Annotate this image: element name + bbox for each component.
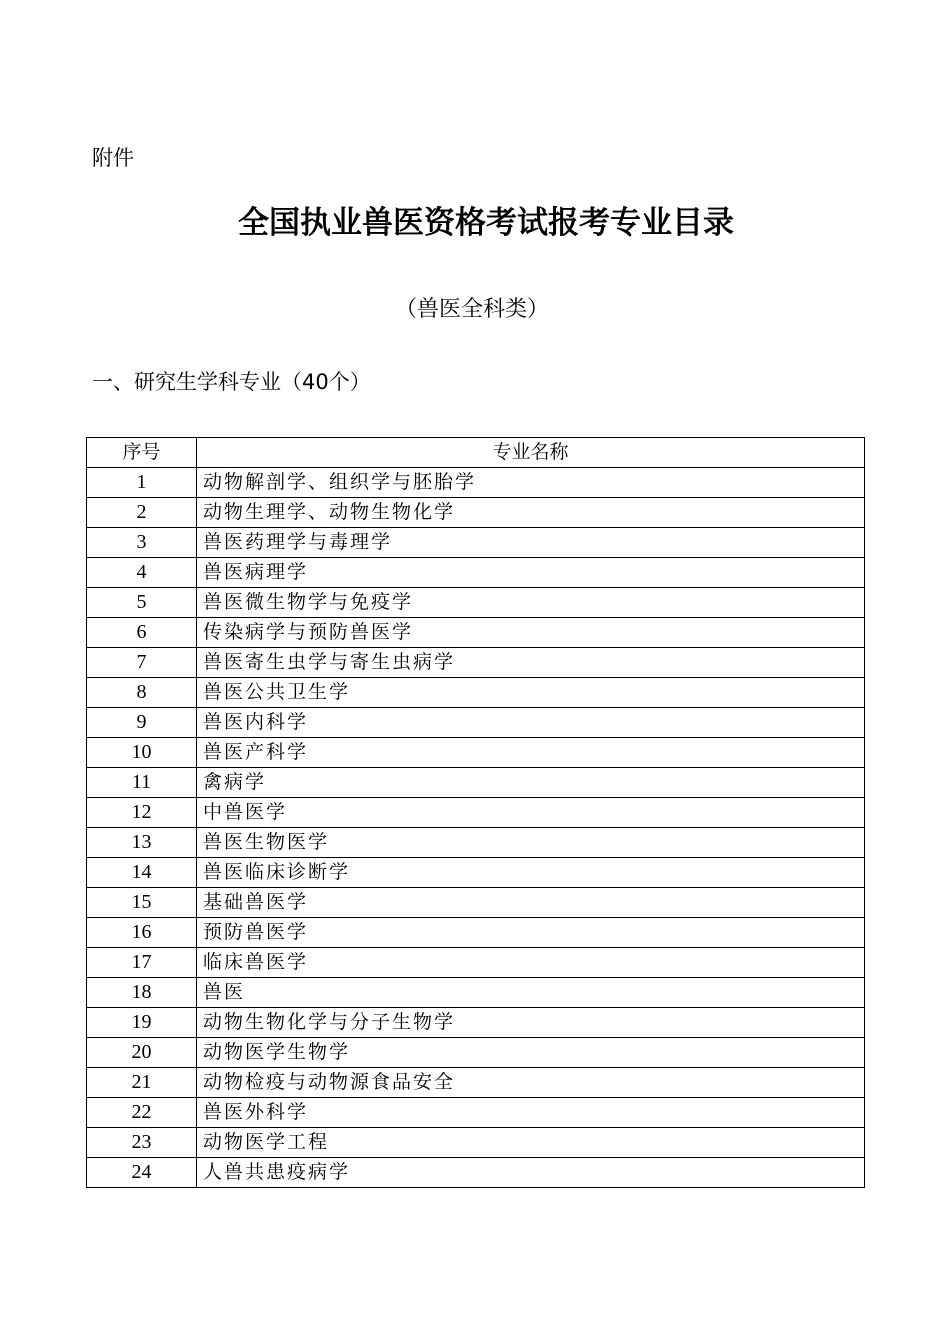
row-major-name: 中兽医学	[197, 798, 865, 828]
table-row	[87, 648, 865, 678]
row-number: 12	[87, 798, 197, 828]
row-major-name: 兽医外科学	[197, 1098, 865, 1128]
row-major-name: 基础兽医学	[197, 888, 865, 918]
table-row	[87, 1038, 865, 1068]
row-number: 24	[87, 1158, 197, 1188]
header-number: 序号	[87, 438, 197, 468]
table-row	[87, 498, 865, 528]
table-row	[87, 1128, 865, 1158]
table-row	[87, 528, 865, 558]
table-row	[87, 948, 865, 978]
table-row	[87, 888, 865, 918]
table-row	[87, 1158, 865, 1188]
row-number: 5	[87, 588, 197, 618]
row-major-name: 临床兽医学	[197, 948, 865, 978]
row-major-name: 动物生理学、动物生物化学	[197, 498, 865, 528]
row-number: 21	[87, 1068, 197, 1098]
row-number: 15	[87, 888, 197, 918]
row-major-name: 兽医药理学与毒理学	[197, 528, 865, 558]
row-number: 16	[87, 918, 197, 948]
row-major-name: 动物医学工程	[197, 1128, 865, 1158]
row-major-name: 预防兽医学	[197, 918, 865, 948]
section-heading: 一、研究生学科专业（40个）	[92, 370, 371, 394]
row-major-name: 兽医	[197, 978, 865, 1008]
row-major-name: 动物生物化学与分子生物学	[197, 1008, 865, 1038]
row-major-name: 禽病学	[197, 768, 865, 798]
row-major-name: 兽医微生物学与免疫学	[197, 588, 865, 618]
row-number: 1	[87, 468, 197, 498]
row-number: 14	[87, 858, 197, 888]
table-row	[87, 768, 865, 798]
row-number: 22	[87, 1098, 197, 1128]
row-number: 2	[87, 498, 197, 528]
row-major-name: 兽医临床诊断学	[197, 858, 865, 888]
row-number: 19	[87, 1008, 197, 1038]
row-number: 20	[87, 1038, 197, 1068]
row-number: 4	[87, 558, 197, 588]
table-row	[87, 1008, 865, 1038]
header-major-name: 专业名称	[197, 438, 865, 468]
row-major-name: 兽医病理学	[197, 558, 865, 588]
row-number: 6	[87, 618, 197, 648]
row-major-name: 兽医产科学	[197, 738, 865, 768]
table-row	[87, 708, 865, 738]
row-number: 10	[87, 738, 197, 768]
table-row	[87, 798, 865, 828]
document-title: 全国执业兽医资格考试报考专业目录	[238, 205, 734, 241]
row-major-name: 动物检疫与动物源食品安全	[197, 1068, 865, 1098]
row-number: 17	[87, 948, 197, 978]
table-row	[87, 828, 865, 858]
row-number: 23	[87, 1128, 197, 1158]
row-major-name: 动物解剖学、组织学与胚胎学	[197, 468, 865, 498]
table-row	[87, 618, 865, 648]
table-row	[87, 468, 865, 498]
row-major-name: 兽医生物医学	[197, 828, 865, 858]
table-row	[87, 1098, 865, 1128]
table-row	[87, 1068, 865, 1098]
document-subtitle: （兽医全科类）	[394, 297, 549, 322]
row-major-name: 兽医内科学	[197, 708, 865, 738]
row-major-name: 兽医寄生虫学与寄生虫病学	[197, 648, 865, 678]
table-row	[87, 558, 865, 588]
table-row	[87, 588, 865, 618]
table-row	[87, 678, 865, 708]
row-number: 13	[87, 828, 197, 858]
row-major-name: 传染病学与预防兽医学	[197, 618, 865, 648]
row-number: 7	[87, 648, 197, 678]
row-number: 18	[87, 978, 197, 1008]
row-number: 9	[87, 708, 197, 738]
table-row	[87, 858, 865, 888]
row-number: 8	[87, 678, 197, 708]
table-header-row	[87, 438, 865, 468]
row-major-name: 动物医学生物学	[197, 1038, 865, 1068]
attachment-label: 附件	[92, 146, 134, 170]
table-row	[87, 738, 865, 768]
row-number: 3	[87, 528, 197, 558]
row-major-name: 人兽共患疫病学	[197, 1158, 865, 1188]
table-row	[87, 918, 865, 948]
row-major-name: 兽医公共卫生学	[197, 678, 865, 708]
table-row	[87, 978, 865, 1008]
row-number: 11	[87, 768, 197, 798]
major-list-table	[86, 437, 865, 1188]
